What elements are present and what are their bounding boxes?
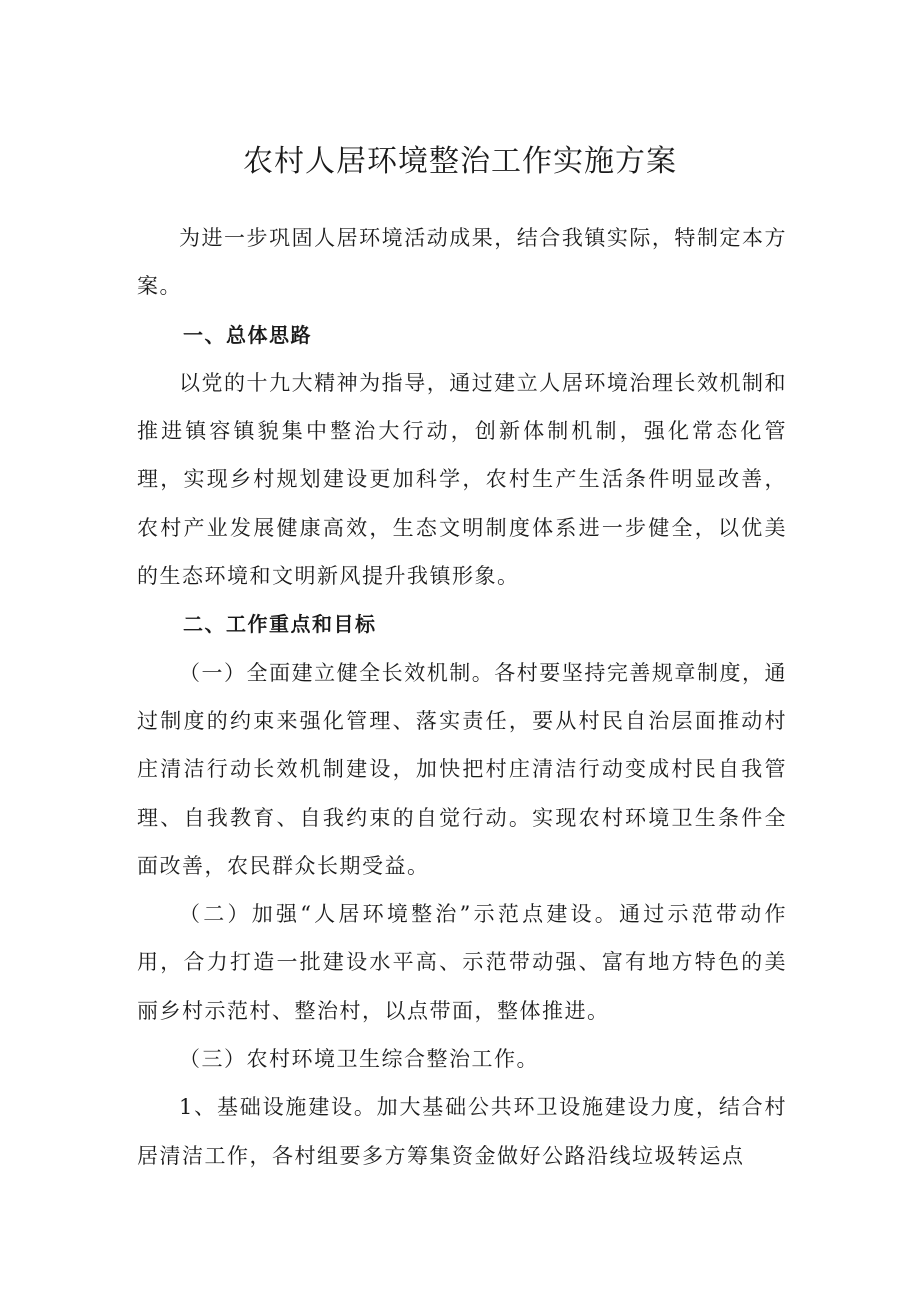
document-body bbox=[137, 214, 787, 1180]
key-task-1-paragraph: （一）全面建立健全长效机制。各村要坚持完善规章制度，通过制度的约束来强化管理、落实责任，要从村民自治层面推动村庄清洁行动长效机制建设，加快把村庄清洁行动变成村民自我管理、自我教育、自我约束的自觉行动。实现农村环境卫生条件全面改善，农民群众长期受益。 bbox=[137, 660, 787, 878]
intro-paragraph: 为进一步巩固人居环境活动成果，结合我镇实际，特制定本方案。 bbox=[137, 226, 787, 299]
section-heading-overall-approach: 一、总体思路 bbox=[183, 322, 312, 347]
infrastructure-paragraph: 1、基础设施建设。加大基础公共环卫设施建设力度，结合村居清洁工作，各村组要多方筹集资金做好公路沿线垃圾转运点 bbox=[137, 1095, 787, 1168]
overall-approach-paragraph: 以党的十九大精神为指导，通过建立人居环境治理长效机制和推进镇容镇貌集中整治大行动，创新体制机制，强化常态化管理，实现乡村规划建设更加科学，农村生产生活条件明显改善，农村产业发展健康高效，生态文明制度体系进一步健全，以优美的生态环境和文明新风提升我镇形象。 bbox=[137, 370, 787, 589]
key-task-3-paragraph: （三）农村环境卫生综合整治工作。 bbox=[179, 1047, 539, 1072]
key-task-2-paragraph: （二）加强“人居环境整治”示范点建设。通过示范带动作用，合力打造一批建设水平高、示范带动强、富有地方特色的美丽乡村示范村、整治村，以点带面，整体推进。 bbox=[137, 902, 787, 1023]
document-title: 农村人居环境整治工作实施方案 bbox=[243, 144, 677, 179]
section-heading-key-tasks: 二、工作重点和目标 bbox=[183, 612, 377, 637]
